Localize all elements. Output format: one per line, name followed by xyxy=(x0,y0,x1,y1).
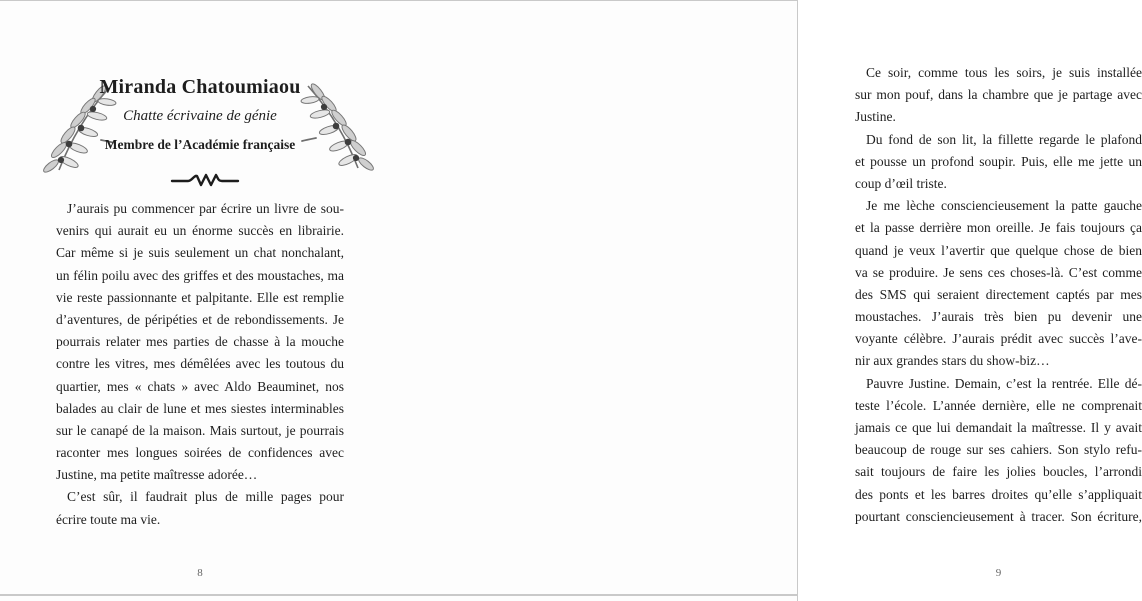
text-line: voyante célèbre. J’aurais prédit avec succès l’ave- xyxy=(855,331,1142,347)
author-subtitle: Chatte écrivaine de génie xyxy=(123,108,277,124)
text-line: raconter mes longues soirées de confidences avec xyxy=(56,445,344,461)
text-line: nir aux grandes stars du show-biz… xyxy=(855,353,1050,369)
page-left xyxy=(0,0,399,601)
text-line: Je me lèche consciencieusement la patte gauche xyxy=(866,198,1142,214)
author-name-title: Miranda Chatoumiaou xyxy=(99,76,301,98)
text-line: C’est sûr, il faudrait plus de mille pages pour xyxy=(67,489,344,505)
text-line: d’aventures, de péripéties et de rebondissements. Je xyxy=(56,311,344,327)
text-line: Justine. xyxy=(855,109,896,125)
text-line: jamais ce que lui demandait la maîtresse. Il y avait xyxy=(855,420,1142,435)
text-line: un félin poilu avec des griffes et des moustaches, ma xyxy=(56,267,344,283)
text-line: pourtant consciencieusement à tracer. Son écriture, xyxy=(855,508,1142,524)
text-line: balades au clair de lune et mes siestes interminables xyxy=(56,400,344,416)
text-line: Pauvre Justine. Demain, c’est la rentrée. Elle dé- xyxy=(866,375,1142,391)
text-line: beaucoup de rouge sur ses cahiers. Son stylo refu- xyxy=(855,442,1142,458)
text-line: teste l’école. L’année dernière, elle ne comprenait xyxy=(855,397,1142,413)
text-line: coup d’œil triste. xyxy=(855,175,947,191)
text-line: va se produire. Je sens ces choses-là. C’est comme xyxy=(855,264,1142,280)
text-line: moustaches. J’aurais très bien pu devenir une xyxy=(855,309,1142,325)
text-line: des SMS qui seraient directement captés par mes xyxy=(855,286,1142,302)
page-number-left: 8 xyxy=(197,567,203,579)
text-line: quartier, mes « chats » avec Aldo Beauminet, nos xyxy=(56,378,344,394)
text-line: Ce soir, comme tous les soirs, je suis installée xyxy=(866,65,1142,80)
text-line: et pousse un profond soupir. Puis, elle me jette un xyxy=(855,153,1142,169)
text-line: J’aurais pu commencer par écrire un livre de sou- xyxy=(67,201,344,216)
text-line: venirs qui aurait eu un énorme succès en librairie. xyxy=(56,223,344,239)
page-number-right: 9 xyxy=(995,567,1002,579)
text-line: Justine, ma petite maîtresse adorée… xyxy=(56,467,258,483)
text-line: contre les vitres, mes démêlées avec les toutous du xyxy=(56,356,344,372)
squiggle-divider-icon xyxy=(170,172,240,188)
text-line: quand je veux l’avertir que quelque chose de bien xyxy=(855,242,1142,258)
author-role: Membre de l’Académie française xyxy=(104,137,296,152)
text-line: écrire toute ma vie. xyxy=(56,511,161,527)
text-line: vie reste passionnante et palpitante. Elle est remplie xyxy=(56,289,344,305)
text-line: sur mon pouf, dans la chambre que je partage avec xyxy=(855,87,1142,103)
page-right-text xyxy=(855,62,1142,528)
page-left-text xyxy=(56,198,344,531)
text-line: Du fond de son lit, la fillette regarde le plafond xyxy=(866,131,1142,147)
text-line: et la passe derrière mon oreille. Je fais toujours ça xyxy=(855,220,1142,236)
page-right xyxy=(399,0,1142,601)
text-line: sur le canapé de la maison. Mais surtout, je pourrais xyxy=(56,422,344,438)
text-line: sait toujours de faire les jolies boucles, l’arrondi xyxy=(855,464,1142,480)
text-line: pourrais relater mes parties de chasse à la mouche xyxy=(56,334,344,350)
text-line: Car même si je suis seulement un chat nonchalant, xyxy=(56,245,344,261)
text-line: des ponts et les barres droites qu’elle s’appliquait xyxy=(855,486,1142,502)
